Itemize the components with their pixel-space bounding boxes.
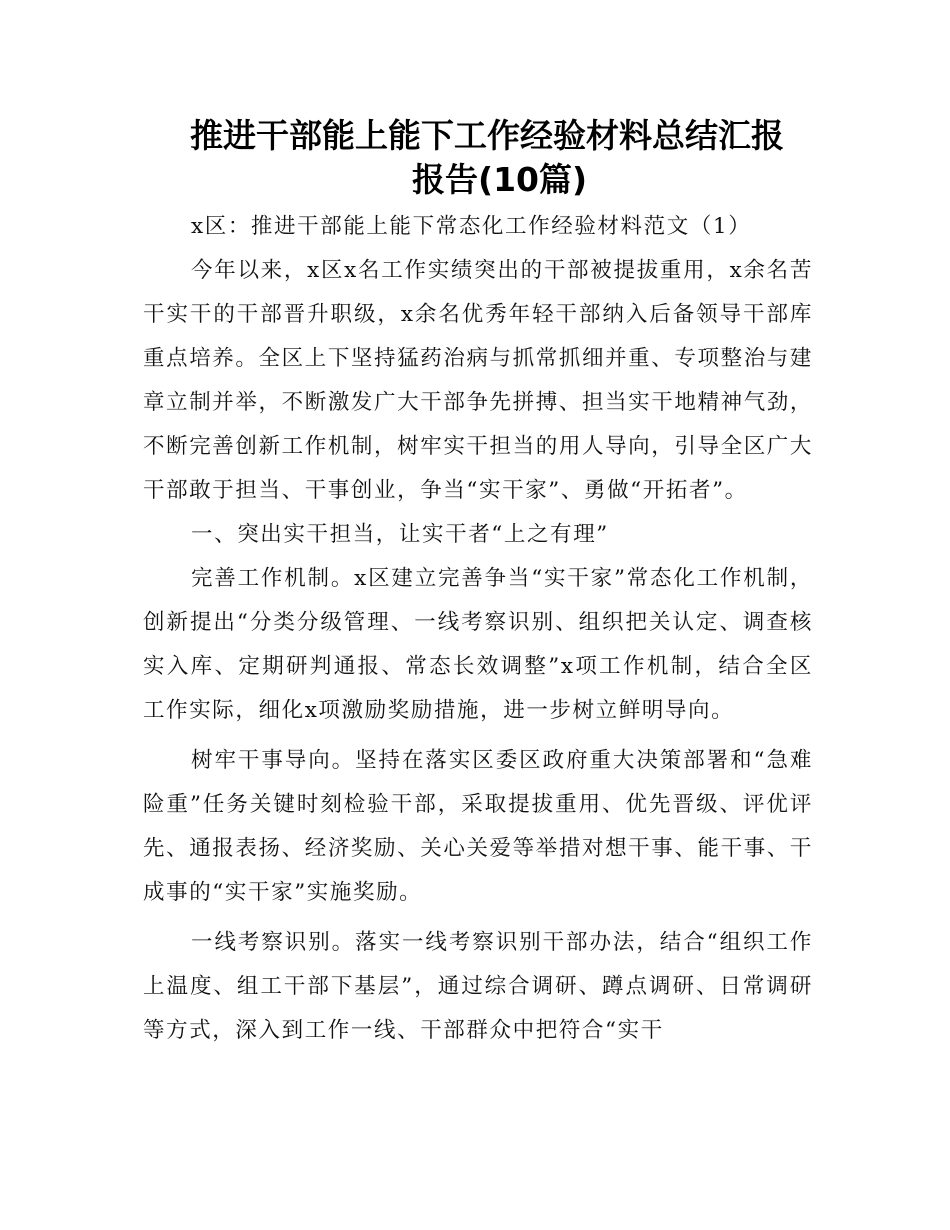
- paragraph-intro: 今年以来，x区x名工作实绩突出的干部被提拔重用，x余名苦干实干的干部晋升职级，x余名优秀年轻干部纳入后备领导干部库重点培养。全区上下坚持猛药治病与抓常抓细并重、专项整治与建章立制并举，不断激发广大干部争先拼搏、担当实干地精神气劲，不断完善创新工作机制，树牢实干担当的用人导向，引导全区广大干部敢于担当、干事创业，争当“实干家”、勇做“开拓者”。: [143, 258, 813, 503]
- document-subtitle: x区：推进干部能上能下常态化工作经验材料范文（1）: [191, 214, 752, 239]
- document-body: [143, 205, 813, 1053]
- document-title-line-1: 推进干部能上能下工作经验材料总结汇报: [190, 116, 784, 155]
- section-heading-1: 一、突出实干担当，让实干者“上之有理”: [191, 522, 609, 547]
- paragraph-mechanism: 完善工作机制。x区建立完善争当“实干家”常态化工作机制，创新提出“分类分级管理、一线考察识别、组织把关认定、调查核实入库、定期研判通报、常态长效调整”x项工作机制，结合全区工作实际，细化x项激励奖励措施，进一步树立鲜明导向。: [143, 566, 813, 723]
- paragraph-orientation: 树牢干事导向。坚持在落实区委区政府重大决策部署和“急难险重”任务关键时刻检验干部，采取提拔重用、优先晋级、评优评先、通报表扬、经济奖励、关心关爱等举措对想干事、能干事、干成事的“实干家”实施奖励。: [143, 748, 813, 905]
- document-title-line-2: 报告(10篇): [412, 160, 588, 199]
- paragraph-frontline: 一线考察识别。落实一线考察识别干部办法，结合“组织工作上温度、组工干部下基层”，通过综合调研、蹲点调研、日常调研等方式，深入到工作一线、干部群众中把符合“实干: [143, 930, 813, 1043]
